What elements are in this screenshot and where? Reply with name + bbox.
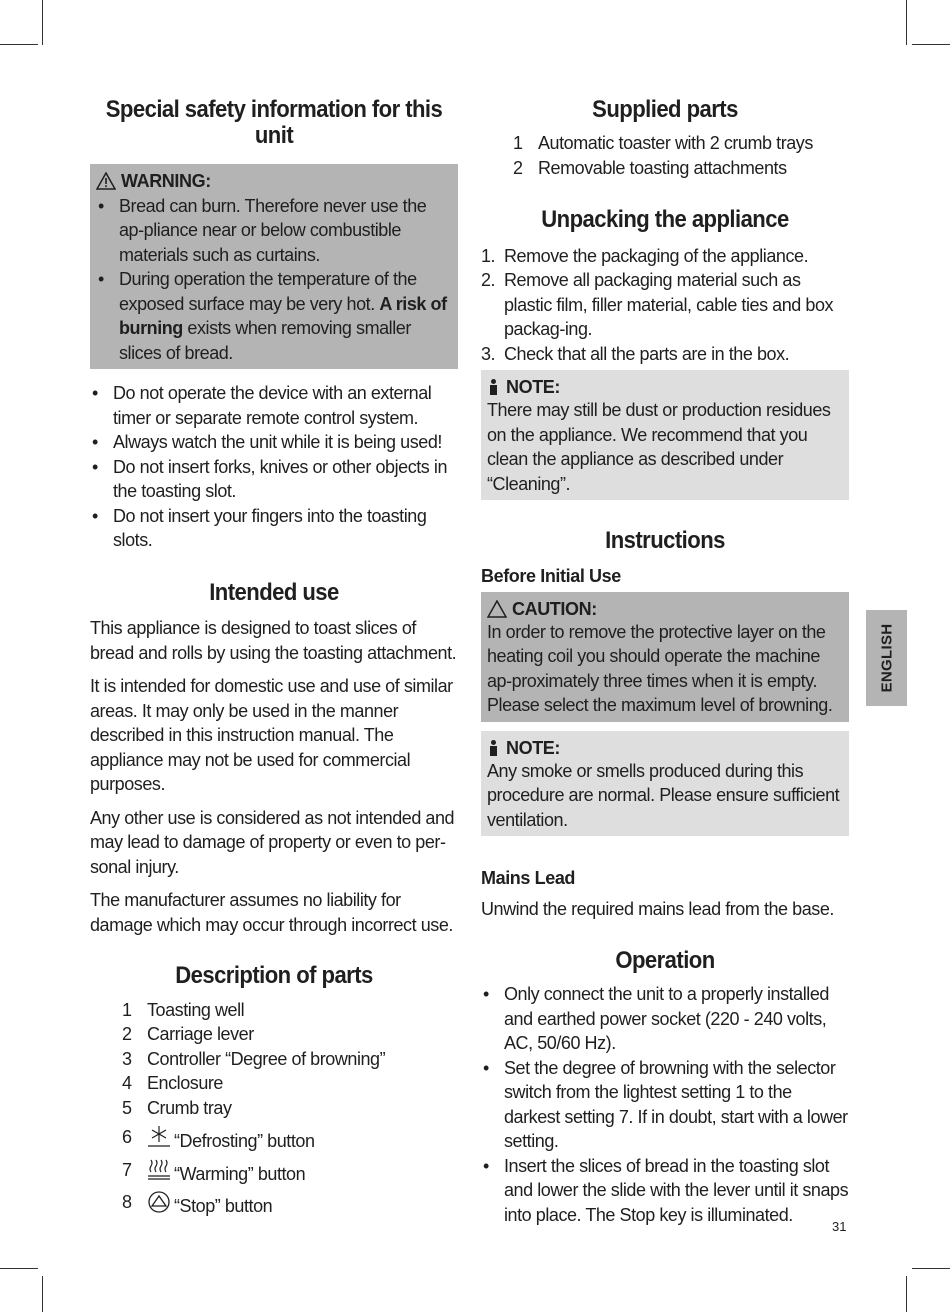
note-box [481, 731, 849, 837]
crop-mark [906, 1276, 907, 1312]
stop-icon [147, 1190, 171, 1214]
crop-mark [0, 1268, 38, 1269]
crop-mark [906, 0, 907, 45]
unpacking-steps [481, 244, 849, 367]
caution-icon [487, 600, 507, 618]
part-number: 5 [122, 1097, 132, 1118]
part-number: 2 [122, 1024, 132, 1045]
note-title-row [487, 376, 843, 398]
right-column [481, 92, 849, 1227]
warming-icon [147, 1158, 171, 1182]
safety-item: • Always watch the unit while it is being used! [90, 430, 458, 455]
unpacking-heading: Unpacking the appliance [541, 206, 789, 234]
intended-para: It is intended for domestic use and use of similar areas. It may only be used in the manner described in this instruction manual. The appliance may not be used for commercial purposes. [90, 676, 453, 795]
crop-mark [42, 1276, 43, 1312]
part-number: 3 [122, 1048, 132, 1069]
supplied-label: Removable toasting attachments [538, 157, 787, 178]
warning-item-text: During operation the temperature of the exposed surface may be very hot. [119, 269, 417, 314]
parts-heading: Description of parts [175, 962, 373, 990]
supplied-label: Automatic toaster with 2 crumb trays [538, 133, 813, 154]
warning-box [90, 164, 458, 370]
warning-item: • Bread can burn. Therefore never use the ap-pliance near or below combustible materials such as curtains. [96, 194, 452, 268]
note-box [481, 370, 849, 500]
note-title: NOTE: [506, 737, 560, 758]
step-number: 2. [481, 270, 496, 291]
mains-heading: Mains Lead [481, 868, 576, 889]
instructions-heading: Instructions [605, 527, 725, 555]
part-label: “Stop” button [174, 1196, 273, 1217]
supplied-heading: Supplied parts [592, 96, 738, 123]
part-label: Crumb tray [147, 1097, 232, 1118]
safety-item: • Do not insert your fingers into the toasting slots. [90, 504, 458, 553]
safety-list [90, 381, 458, 553]
crop-mark [0, 44, 38, 45]
parts-list [90, 998, 458, 1219]
warning-tail: exists when removing smaller slices of bread. [119, 318, 411, 363]
crop-mark [912, 44, 950, 45]
warning-list [96, 194, 452, 366]
safety-item: • Do not operate the device with an external timer or separate remote control system. [90, 381, 458, 430]
warning-bold: A risk of burning [119, 293, 447, 339]
safety-heading: Special safety information for this unit [105, 96, 443, 150]
unpacking-step [481, 244, 849, 269]
step-text: Remove the packaging of the appliance. [504, 245, 809, 266]
part-item [90, 1125, 458, 1154]
defrost-icon [147, 1125, 171, 1149]
intended-heading: Intended use [209, 578, 339, 606]
operation-list [481, 982, 849, 1227]
before-use-heading: Before Initial Use [481, 565, 621, 586]
supplied-list [481, 131, 849, 180]
part-label: Enclosure [147, 1073, 223, 1094]
part-item [90, 1190, 458, 1219]
part-number: 8 [122, 1192, 132, 1213]
caution-box [481, 592, 849, 722]
unpacking-step [481, 342, 849, 367]
note-title-row [487, 737, 843, 759]
supplied-number: 2 [513, 157, 523, 178]
supplied-item [481, 156, 849, 181]
warning-title: WARNING: [121, 170, 211, 191]
part-item [90, 1158, 458, 1187]
caution-title-row [487, 598, 843, 620]
language-tab [866, 610, 907, 706]
note-text: There may still be dust or production residues on the appliance. We recommend that you clean the appliance as described under “Cleaning”. [487, 400, 831, 494]
operation-item: • Set the degree of browning with the selector switch from the lightest setting 1 to the darkest setting 7. If in doubt, start with a lower setting. [481, 1056, 849, 1154]
note-title: NOTE: [506, 377, 560, 398]
part-label: Controller “Degree of browning” [147, 1048, 386, 1069]
info-icon [487, 378, 501, 396]
part-item [90, 1022, 458, 1047]
language-tab-label: ENGLISH [878, 623, 895, 693]
info-icon [487, 739, 501, 757]
part-number: 6 [122, 1127, 132, 1148]
supplied-item [481, 131, 849, 156]
crop-mark [912, 1268, 950, 1269]
crop-mark [42, 0, 43, 45]
operation-item: • Insert the slices of bread in the toasting slot and lower the slide with the lever until it snaps into place. The Stop key is illuminated. [481, 1154, 849, 1228]
part-label: “Warming” button [174, 1163, 306, 1184]
warning-item [96, 267, 452, 365]
mains-text: Unwind the required mains lead from the base. [481, 899, 834, 920]
warning-icon [96, 172, 116, 190]
part-number: 4 [122, 1073, 132, 1094]
caution-title: CAUTION: [512, 598, 597, 619]
part-label: Toasting well [147, 999, 245, 1020]
note-text: Any smoke or smells produced during this procedure are normal. Please ensure sufficient ventilation. [487, 760, 840, 830]
left-column [90, 92, 458, 1219]
page-number: 31 [832, 1219, 847, 1234]
step-text: Check that all the parts are in the box. [504, 343, 790, 364]
supplied-number: 1 [513, 133, 523, 154]
part-label: Carriage lever [147, 1024, 254, 1045]
part-item [90, 1047, 458, 1072]
safety-item: • Do not insert forks, knives or other objects in the toasting slot. [90, 455, 458, 504]
step-number: 1. [481, 245, 496, 266]
caution-text: In order to remove the protective layer on the heating coil you should operate the machine ap-proximately three times when it is empty. Please select the maximum level of browning. [487, 621, 833, 716]
unpacking-step [481, 268, 849, 342]
intended-para: Any other use is considered as not intended and may lead to damage of property or even to per-sonal injury. [90, 807, 455, 877]
part-label: “Defrosting” button [174, 1131, 315, 1152]
part-item [90, 1096, 458, 1121]
step-number: 3. [481, 343, 496, 364]
warning-title-row [96, 170, 452, 192]
intended-para: This appliance is designed to toast slices of bread and rolls by using the toasting attachment. [90, 618, 457, 663]
operation-heading: Operation [615, 946, 715, 974]
step-text: Remove all packaging material such as plastic film, filler material, cable ties and box packag-ing. [504, 270, 834, 340]
intended-para: The manufacturer assumes no liability for damage which may occur through incorrect use. [90, 890, 453, 935]
part-item [90, 1071, 458, 1096]
operation-item: • Only connect the unit to a properly installed and earthed power socket (220 - 240 volts, AC, 50/60 Hz). [481, 982, 849, 1056]
part-number: 7 [122, 1159, 132, 1180]
part-item [90, 998, 458, 1023]
part-number: 1 [122, 999, 132, 1020]
